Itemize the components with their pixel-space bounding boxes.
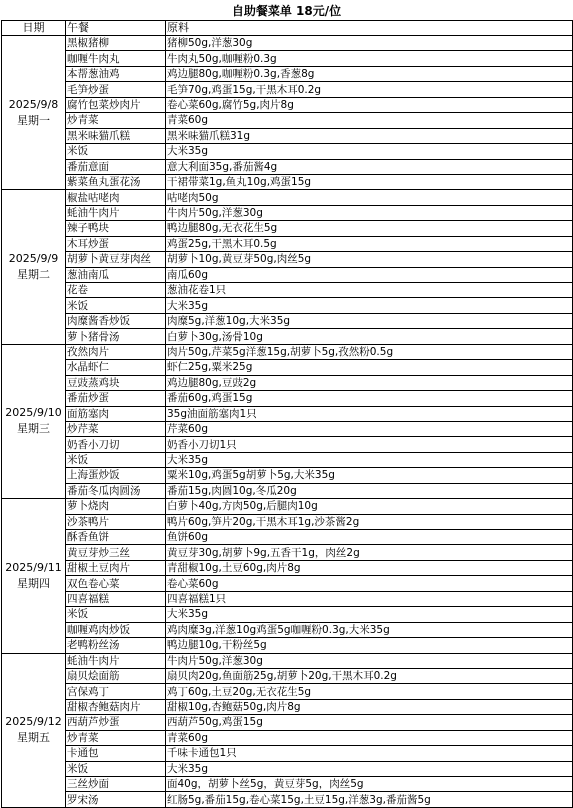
day-date: 2025/9/10 [5, 406, 62, 420]
dish-ingredients: 鸭边腿10g,干粉丝5g [166, 638, 573, 653]
dish-ingredients: 黄豆芽30g,胡萝卜9g,五香干1g，肉丝2g [166, 545, 573, 560]
day-date: 2025/9/9 [8, 252, 59, 266]
dish-name: 面筋塞肉 [66, 406, 166, 421]
day-weekday: 星期一 [17, 113, 50, 127]
day-weekday: 星期四 [17, 576, 50, 590]
dish-name: 蚝油牛肉片 [66, 205, 166, 220]
day-weekday: 星期五 [17, 731, 50, 745]
menu-row [2, 159, 573, 174]
dish-name: 双色卷心菜 [66, 576, 166, 591]
dish-name: 咖喱牛肉丸 [66, 51, 166, 66]
menu-row [2, 437, 573, 452]
menu-row [2, 761, 573, 776]
menu-row [2, 499, 573, 514]
menu-row [2, 190, 573, 205]
dish-name: 胡萝卜黄豆芽肉丝 [66, 252, 166, 267]
header-lunch: 午餐 [66, 21, 166, 36]
dish-ingredients: 南瓜60g [166, 267, 573, 282]
dish-ingredients: 白萝卜40g,方肉50g,后腿肉10g [166, 499, 573, 514]
menu-row [2, 483, 573, 498]
header-row [2, 21, 573, 36]
menu-row [2, 653, 573, 668]
dish-name: 豆豉蒸鸡块 [66, 375, 166, 390]
menu-row [2, 144, 573, 159]
menu-row [2, 205, 573, 220]
menu-row [2, 746, 573, 761]
dish-name: 西葫芦炒蛋 [66, 715, 166, 730]
dish-ingredients: 虾仁25g,粟米25g [166, 360, 573, 375]
menu-row [2, 128, 573, 143]
header-date: 日期 [2, 21, 66, 36]
dish-ingredients: 西葫芦50g,鸡蛋15g [166, 715, 573, 730]
dish-name: 甜椒杏鲍菇肉片 [66, 699, 166, 714]
day-date: 2025/9/12 [5, 715, 62, 729]
day-date: 2025/9/8 [8, 97, 59, 111]
menu-row [2, 252, 573, 267]
dish-name: 葱油南瓜 [66, 267, 166, 282]
menu-row [2, 283, 573, 298]
dish-name: 罗宋汤 [66, 792, 166, 807]
menu-row [2, 221, 573, 236]
dish-ingredients: 千味卡通包1只 [166, 746, 573, 761]
day-cell [2, 499, 66, 653]
dish-ingredients: 白萝卜30g,汤骨10g [166, 329, 573, 344]
dish-name: 米饭 [66, 298, 166, 313]
menu-row [2, 82, 573, 97]
menu-row [2, 298, 573, 313]
dish-name: 肉糜酱香炒饭 [66, 313, 166, 328]
dish-name: 炒芹菜 [66, 421, 166, 436]
dish-ingredients: 黑米味猫爪糕31g [166, 128, 573, 143]
day-weekday: 星期二 [17, 268, 50, 282]
dish-ingredients: 鸭片60g,笋片20g,干黑木耳1g,沙茶酱2g [166, 514, 573, 529]
menu-row [2, 560, 573, 575]
dish-name: 卡通包 [66, 746, 166, 761]
dish-ingredients: 牛肉片50g,洋葱30g [166, 653, 573, 668]
dish-name: 番茄冬瓜肉圆汤 [66, 483, 166, 498]
dish-name: 萝卜猪骨汤 [66, 329, 166, 344]
dish-name: 花卷 [66, 283, 166, 298]
dish-ingredients: 青菜60g [166, 730, 573, 745]
dish-ingredients: 干裙带菜1g,鱼丸10g,鸡蛋15g [166, 174, 573, 189]
dish-ingredients: 甜椒10g,杏鲍菇50g,肉片8g [166, 699, 573, 714]
menu-row [2, 344, 573, 359]
dish-name: 奶香小刀切 [66, 437, 166, 452]
menu-row [2, 174, 573, 189]
menu-row [2, 313, 573, 328]
menu-table [1, 20, 573, 808]
dish-name: 酥香鱼饼 [66, 530, 166, 545]
dish-ingredients: 卷心菜60g,腐竹5g,肉片8g [166, 97, 573, 112]
dish-ingredients: 扇贝肉20g,鱼面筋25g,胡萝卜20g,干黑木耳0.2g [166, 668, 573, 683]
dish-ingredients: 鸡边腿80g,豆豉2g [166, 375, 573, 390]
dish-name: 腐竹包菜炒肉片 [66, 97, 166, 112]
dish-name: 宫保鸡丁 [66, 684, 166, 699]
dish-name: 番茄炒蛋 [66, 391, 166, 406]
menu-row [2, 777, 573, 792]
dish-ingredients: 意大利面35g,番茄酱4g [166, 159, 573, 174]
dish-ingredients: 番茄15g,肉圆10g,冬瓜20g [166, 483, 573, 498]
day-weekday: 星期三 [17, 422, 50, 436]
dish-ingredients: 大米35g [166, 761, 573, 776]
menu-row [2, 421, 573, 436]
dish-name: 黑米味猫爪糕 [66, 128, 166, 143]
dish-ingredients: 四喜福糕1只 [166, 591, 573, 606]
day-cell [2, 344, 66, 498]
menu-row [2, 113, 573, 128]
dish-ingredients: 鸭边腿80g,无衣花生5g [166, 221, 573, 236]
dish-ingredients: 猪柳50g,洋葱30g [166, 36, 573, 51]
dish-ingredients: 卷心菜60g [166, 576, 573, 591]
dish-name: 本帮葱油鸡 [66, 66, 166, 81]
dish-name: 甜椒土豆肉片 [66, 560, 166, 575]
menu-row [2, 668, 573, 683]
dish-ingredients: 肉片50g,芹菜5g洋葱15g,胡萝卜5g,孜然粉0.5g [166, 344, 573, 359]
dish-ingredients: 芹菜60g [166, 421, 573, 436]
dish-ingredients: 大米35g [166, 298, 573, 313]
dish-name: 木耳炒蛋 [66, 236, 166, 251]
dish-ingredients: 毛笋70g,鸡蛋15g,干黑木耳0.2g [166, 82, 573, 97]
dish-name: 米饭 [66, 761, 166, 776]
dish-ingredients: 大米35g [166, 144, 573, 159]
menu-row [2, 591, 573, 606]
menu-row [2, 622, 573, 637]
dish-name: 米饭 [66, 144, 166, 159]
dish-name: 扇贝烩面筋 [66, 668, 166, 683]
dish-ingredients: 35g油面筋塞肉1只 [166, 406, 573, 421]
dish-name: 上海蛋炒饭 [66, 468, 166, 483]
dish-ingredients: 咕咾肉50g [166, 190, 573, 205]
menu-row [2, 699, 573, 714]
dish-ingredients: 红肠5g,番茄15g,卷心菜15g,土豆15g,洋葱3g,番茄酱5g [166, 792, 573, 807]
dish-ingredients: 鸡蛋25g,干黑木耳0.5g [166, 236, 573, 251]
dish-ingredients: 青甜椒10g,土豆60g,肉片8g [166, 560, 573, 575]
dish-name: 黄豆芽炒三丝 [66, 545, 166, 560]
menu-title: 自助餐菜单 18元/位 [231, 4, 342, 18]
dish-ingredients: 肉糜5g,洋葱10g,大米35g [166, 313, 573, 328]
menu-row [2, 730, 573, 745]
dish-ingredients: 番茄60g,鸡蛋15g [166, 391, 573, 406]
dish-name: 米饭 [66, 452, 166, 467]
day-cell [2, 36, 66, 190]
menu-row [2, 576, 573, 591]
menu-row [2, 66, 573, 81]
dish-ingredients: 奶香小刀切1只 [166, 437, 573, 452]
dish-name: 四喜福糕 [66, 591, 166, 606]
menu-row [2, 391, 573, 406]
menu-row [2, 36, 573, 51]
menu-row [2, 97, 573, 112]
dish-name: 水晶虾仁 [66, 360, 166, 375]
day-cell [2, 653, 66, 807]
menu-row [2, 267, 573, 282]
dish-name: 椒盐咕咾肉 [66, 190, 166, 205]
dish-name: 蚝油牛肉片 [66, 653, 166, 668]
dish-ingredients: 鸡边腿80g,咖喱粉0.3g,香葱8g [166, 66, 573, 81]
dish-name: 毛笋炒蛋 [66, 82, 166, 97]
dish-ingredients: 粟米10g,鸡蛋5g胡萝卜5g,大米35g [166, 468, 573, 483]
dish-name: 紫菜鱼丸蛋花汤 [66, 174, 166, 189]
menu-row [2, 236, 573, 251]
menu-row [2, 638, 573, 653]
dish-name: 番茄意面 [66, 159, 166, 174]
menu-row [2, 406, 573, 421]
dish-ingredients: 葱油花卷1只 [166, 283, 573, 298]
dish-ingredients: 牛肉片50g,洋葱30g [166, 205, 573, 220]
header-ingredients: 原料 [166, 21, 573, 36]
menu-row [2, 545, 573, 560]
dish-name: 米饭 [66, 607, 166, 622]
dish-name: 辣子鸭块 [66, 221, 166, 236]
dish-ingredients: 鸡丁60g,土豆20g,无衣花生5g [166, 684, 573, 699]
dish-name: 孜然肉片 [66, 344, 166, 359]
dish-ingredients: 大米35g [166, 607, 573, 622]
menu-row [2, 360, 573, 375]
dish-name: 三丝炒面 [66, 777, 166, 792]
dish-name: 老鸭粉丝汤 [66, 638, 166, 653]
menu-row [2, 715, 573, 730]
dish-ingredients: 面40g，胡萝卜丝5g，黄豆芽5g，肉丝5g [166, 777, 573, 792]
menu-row [2, 468, 573, 483]
dish-ingredients: 胡萝卜10g,黄豆芽50g,肉丝5g [166, 252, 573, 267]
dish-name: 炒青菜 [66, 730, 166, 745]
dish-ingredients: 青菜60g [166, 113, 573, 128]
menu-row [2, 684, 573, 699]
day-cell [2, 190, 66, 344]
menu-row [2, 375, 573, 390]
dish-name: 咖喱鸡肉炒饭 [66, 622, 166, 637]
day-date: 2025/9/11 [5, 560, 62, 574]
dish-ingredients: 大米35g [166, 452, 573, 467]
menu-row [2, 51, 573, 66]
menu-row [2, 452, 573, 467]
dish-ingredients: 牛肉丸50g,咖喱粉0.3g [166, 51, 573, 66]
menu-row [2, 530, 573, 545]
dish-name: 萝卜烧肉 [66, 499, 166, 514]
dish-ingredients: 鱼饼60g [166, 530, 573, 545]
dish-name: 炒青菜 [66, 113, 166, 128]
dish-name: 沙茶鸭片 [66, 514, 166, 529]
dish-name: 黑椒猪柳 [66, 36, 166, 51]
menu-row [2, 607, 573, 622]
dish-ingredients: 鸡肉糜3g,洋葱10g鸡蛋5g咖喱粉0.3g,大米35g [166, 622, 573, 637]
menu-row [2, 329, 573, 344]
menu-row [2, 514, 573, 529]
